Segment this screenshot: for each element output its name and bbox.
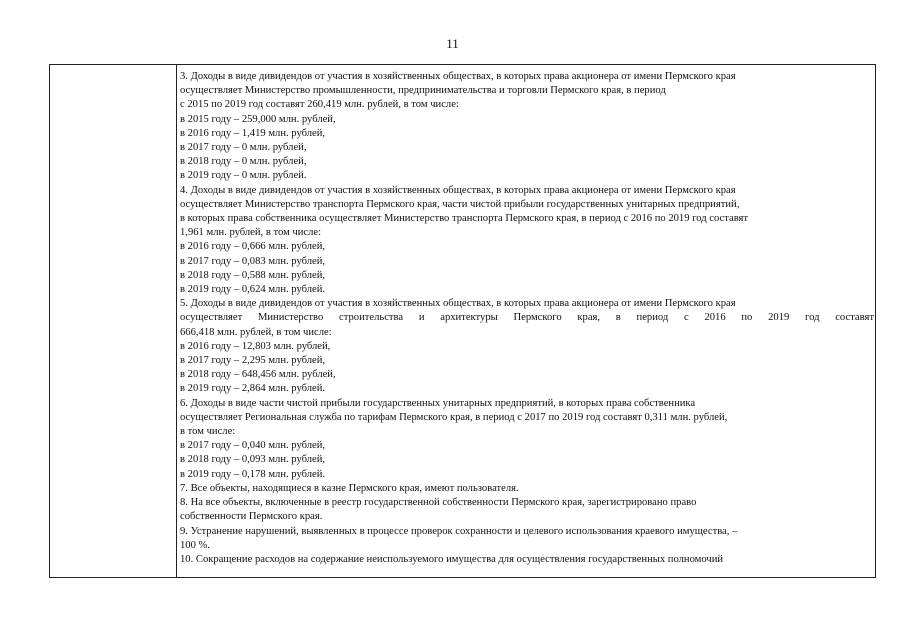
text-line: осуществляет Министерство строительства и архитектуры Пермского края, в период с 2016 по 2019 год составят bbox=[180, 312, 874, 324]
text-line: 100 %. bbox=[180, 539, 211, 551]
text-line: в 2018 году – 0,093 млн. рублей, bbox=[180, 454, 326, 466]
list-item bbox=[180, 297, 874, 396]
text-line: 6. Доходы в виде части чистой прибыли государственных унитарных предприятий, в которых права собственника bbox=[180, 397, 696, 409]
list-item bbox=[180, 496, 874, 524]
text-line: 1,961 млн. рублей, в том числе: bbox=[180, 227, 322, 239]
list-item bbox=[180, 525, 874, 553]
text-line: в 2016 году – 0,666 млн. рублей, bbox=[180, 241, 326, 253]
list-item bbox=[180, 184, 874, 298]
table-content-cell bbox=[180, 70, 874, 567]
text-line: 8. На все объекты, включенные в реестр государственной собственности Пермского края, зарегистрировано право bbox=[180, 497, 697, 509]
text-line: в 2019 году – 2,864 млн. рублей. bbox=[180, 383, 326, 395]
list-item bbox=[180, 482, 874, 496]
column-divider bbox=[176, 65, 177, 577]
text-line: 9. Устранение нарушений, выявленных в процессе проверок сохранности и целевого использования краевого имущества, – bbox=[180, 525, 738, 537]
text-line: в 2018 году – 0 млн. рублей, bbox=[180, 156, 307, 168]
text-line: в том числе: bbox=[180, 426, 236, 438]
text-line: 5. Доходы в виде дивидендов от участия в хозяйственных обществах, в которых права акционера от имени Пермского края bbox=[180, 298, 736, 310]
text-line: с 2015 по 2019 год составят 260,419 млн. рублей, в том числе: bbox=[180, 99, 459, 111]
text-line: в 2017 году – 0,040 млн. рублей, bbox=[180, 440, 326, 452]
text-line: в 2017 году – 2,295 млн. рублей, bbox=[180, 355, 326, 367]
text-line: в 2017 году – 0,083 млн. рублей, bbox=[180, 255, 326, 267]
list-item bbox=[180, 70, 874, 184]
text-line: 10. Сокращение расходов на содержание неиспользуемого имущества для осуществления государственных полномочий bbox=[180, 553, 724, 565]
text-line: в 2018 году – 0,588 млн. рублей, bbox=[180, 269, 326, 281]
text-line: в 2019 году – 0,178 млн. рублей. bbox=[180, 468, 326, 480]
text-line: в 2016 году – 12,803 млн. рублей, bbox=[180, 340, 331, 352]
text-line: в 2016 году – 1,419 млн. рублей, bbox=[180, 127, 326, 139]
text-line: собственности Пермского края. bbox=[180, 511, 323, 523]
page-number: 11 bbox=[446, 36, 459, 51]
text-line: в 2018 году – 648,456 млн. рублей, bbox=[180, 369, 336, 381]
list-item bbox=[180, 553, 874, 567]
text-line: в 2017 году – 0 млн. рублей, bbox=[180, 142, 307, 154]
text-line: осуществляет Региональная служба по тарифам Пермского края, в период с 2017 по 2019 год составят 0,311 млн. рублей, bbox=[180, 411, 728, 423]
text-line: 7. Все объекты, находящиеся в казне Пермского края, имеют пользователя. bbox=[180, 482, 519, 494]
text-line: в 2019 году – 0 млн. рублей. bbox=[180, 170, 307, 182]
text-line: 666,418 млн. рублей, в том числе: bbox=[180, 326, 332, 338]
text-line: 4. Доходы в виде дивидендов от участия в хозяйственных обществах, в которых права акционера от имени Пермского края bbox=[180, 184, 736, 196]
text-line: 3. Доходы в виде дивидендов от участия в хозяйственных обществах, в которых права акционера от имени Пермского края bbox=[180, 71, 736, 82]
document-table bbox=[49, 64, 876, 578]
text-line: осуществляет Министерство транспорта Пермского края, части чистой прибыли государственных унитарных предприятий, bbox=[180, 198, 740, 210]
text-line: в 2015 году – 259,000 млн. рублей, bbox=[180, 113, 336, 125]
text-line: в которых права собственника осуществляет Министерство транспорта Пермского края, в период с 2016 по 2019 год составят bbox=[180, 213, 749, 225]
text-line: в 2019 году – 0,624 млн. рублей. bbox=[180, 284, 326, 296]
list-item bbox=[180, 397, 874, 482]
text-line: осуществляет Министерство промышленности, предпринимательства и торговли Пермского края, в период bbox=[180, 85, 666, 97]
